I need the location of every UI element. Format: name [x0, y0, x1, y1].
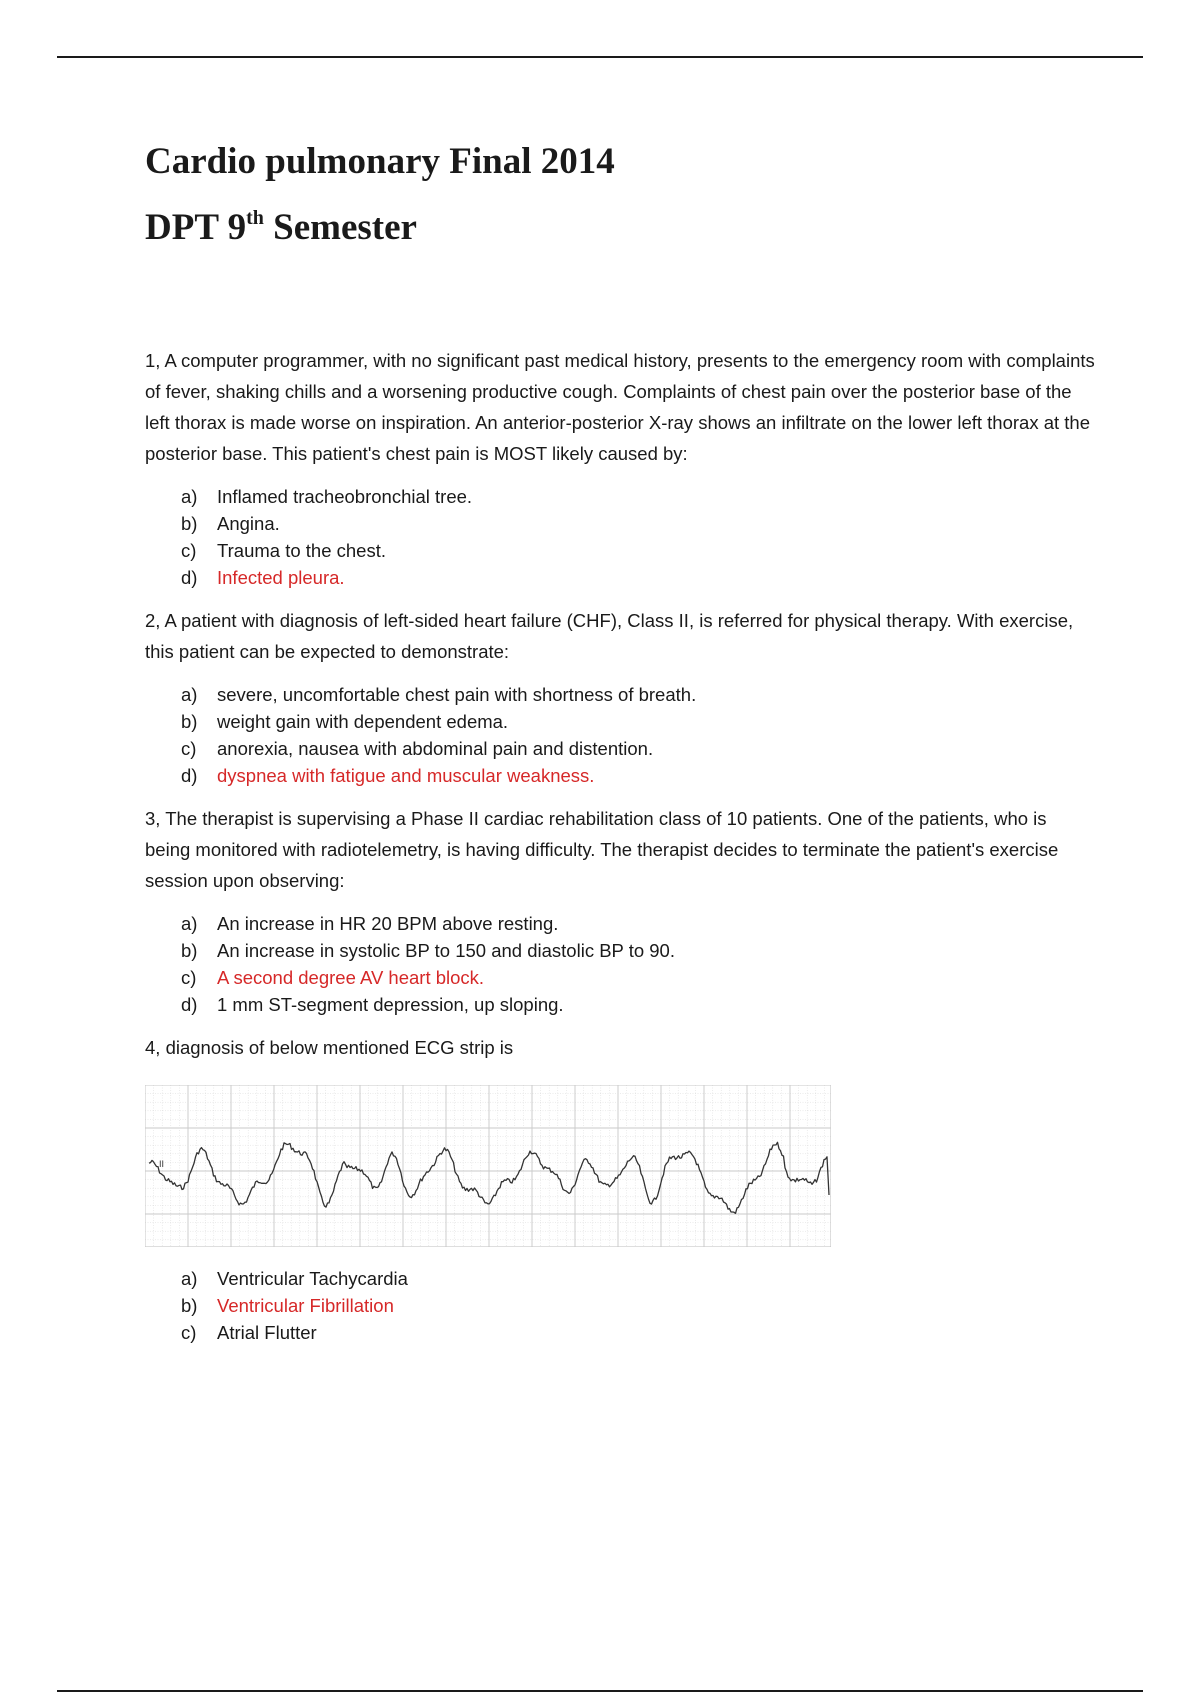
- correct-answer-text: Infected pleura.: [217, 566, 345, 588]
- document-page: [145, 140, 1095, 1360]
- option-text: severe, uncomfortable chest pain with shortness of breath.: [217, 683, 697, 705]
- option-letter: a): [181, 1267, 198, 1289]
- option-letter: c): [181, 737, 197, 759]
- option-3b: [181, 937, 1095, 964]
- question-3-text: 3, The therapist is supervising a Phase II cardiac rehabilitation class of 10 patients. One of the patients, who is being monitored with radiotelemetry, is having difficulty. The therapist decides to terminate the patient's exercise session upon observing:: [145, 807, 1059, 891]
- option-text: An increase in HR 20 BPM above resting.: [217, 912, 559, 934]
- option-letter: d): [181, 764, 198, 786]
- option-text: 1 mm ST-segment depression, up sloping.: [217, 993, 564, 1015]
- option-1a: [181, 483, 1095, 510]
- option-text: weight gain with dependent edema.: [217, 710, 509, 732]
- document-title: [145, 140, 1095, 184]
- question-2: [145, 605, 1095, 789]
- option-3d: [181, 991, 1095, 1018]
- option-text: anorexia, nausea with abdominal pain and distention.: [217, 737, 654, 759]
- option-letter: c): [181, 539, 197, 561]
- option-letter: b): [181, 1294, 198, 1316]
- question-2-text: 2, A patient with diagnosis of left-sided heart failure (CHF), Class II, is referred for physical therapy. With exercise, this patient can be expected to demonstrate:: [145, 609, 1074, 662]
- option-letter: c): [181, 1321, 197, 1343]
- ecg-strip-image: [145, 1085, 831, 1247]
- option-4b: [181, 1292, 1095, 1319]
- option-1c: [181, 537, 1095, 564]
- option-1d: [181, 564, 1095, 591]
- subtitle-ordinal: th: [246, 207, 264, 230]
- option-letter: d): [181, 566, 198, 588]
- subtitle-suffix: Semester: [263, 207, 417, 249]
- option-text: Atrial Flutter: [217, 1321, 317, 1343]
- option-letter: b): [181, 512, 198, 534]
- option-2b: [181, 708, 1095, 735]
- correct-answer-text: A second degree AV heart block.: [217, 966, 485, 988]
- correct-answer-text: dyspnea with fatigue and muscular weakness.: [217, 764, 595, 786]
- option-text: Angina.: [217, 512, 280, 534]
- option-1b: [181, 510, 1095, 537]
- option-letter: a): [181, 485, 198, 507]
- top-rule: [57, 56, 1143, 58]
- option-letter: d): [181, 993, 198, 1015]
- option-letter: a): [181, 683, 198, 705]
- option-4c: [181, 1319, 1095, 1346]
- option-letter: a): [181, 912, 198, 934]
- subtitle-prefix: DPT 9: [145, 207, 247, 249]
- option-letter: b): [181, 710, 198, 732]
- question-3: [145, 803, 1095, 1018]
- option-text: An increase in systolic BP to 150 and diastolic BP to 90.: [217, 939, 675, 961]
- question-list: [145, 345, 1095, 1346]
- option-letter: c): [181, 966, 197, 988]
- option-3c: [181, 964, 1095, 991]
- question-2-options: [181, 681, 1095, 789]
- question-1: [145, 345, 1095, 591]
- option-4a: [181, 1265, 1095, 1292]
- option-text: Ventricular Tachycardia: [217, 1267, 408, 1289]
- option-2c: [181, 735, 1095, 762]
- option-2d: [181, 762, 1095, 789]
- question-4-options: [181, 1265, 1095, 1346]
- question-1-text: 1, A computer programmer, with no significant past medical history, presents to the emergency room with complaints of fever, shaking chills and a worsening productive cough. Complaints of chest pain over the posterior base of the left thorax is made worse on inspiration. An anterior-posterior X-ray shows an infiltrate on the lower left thorax at the posterior base. This patient's chest pain is MOST likely caused by:: [145, 349, 1095, 464]
- option-2a: [181, 681, 1095, 708]
- question-3-options: [181, 910, 1095, 1018]
- option-text: Inflamed tracheobronchial tree.: [217, 485, 473, 507]
- correct-answer-text: Ventricular Fibrillation: [217, 1294, 394, 1316]
- question-4: [145, 1032, 1095, 1346]
- bottom-rule: [57, 1690, 1143, 1692]
- document-subtitle: [145, 206, 1095, 250]
- question-1-options: [181, 483, 1095, 591]
- document-title-text: Cardio pulmonary Final 2014: [145, 141, 615, 182]
- question-4-text: 4, diagnosis of below mentioned ECG strip is: [145, 1036, 514, 1058]
- option-text: Trauma to the chest.: [217, 539, 386, 561]
- option-3a: [181, 910, 1095, 937]
- option-letter: b): [181, 939, 198, 961]
- ecg-lead-label: II: [159, 1158, 165, 1169]
